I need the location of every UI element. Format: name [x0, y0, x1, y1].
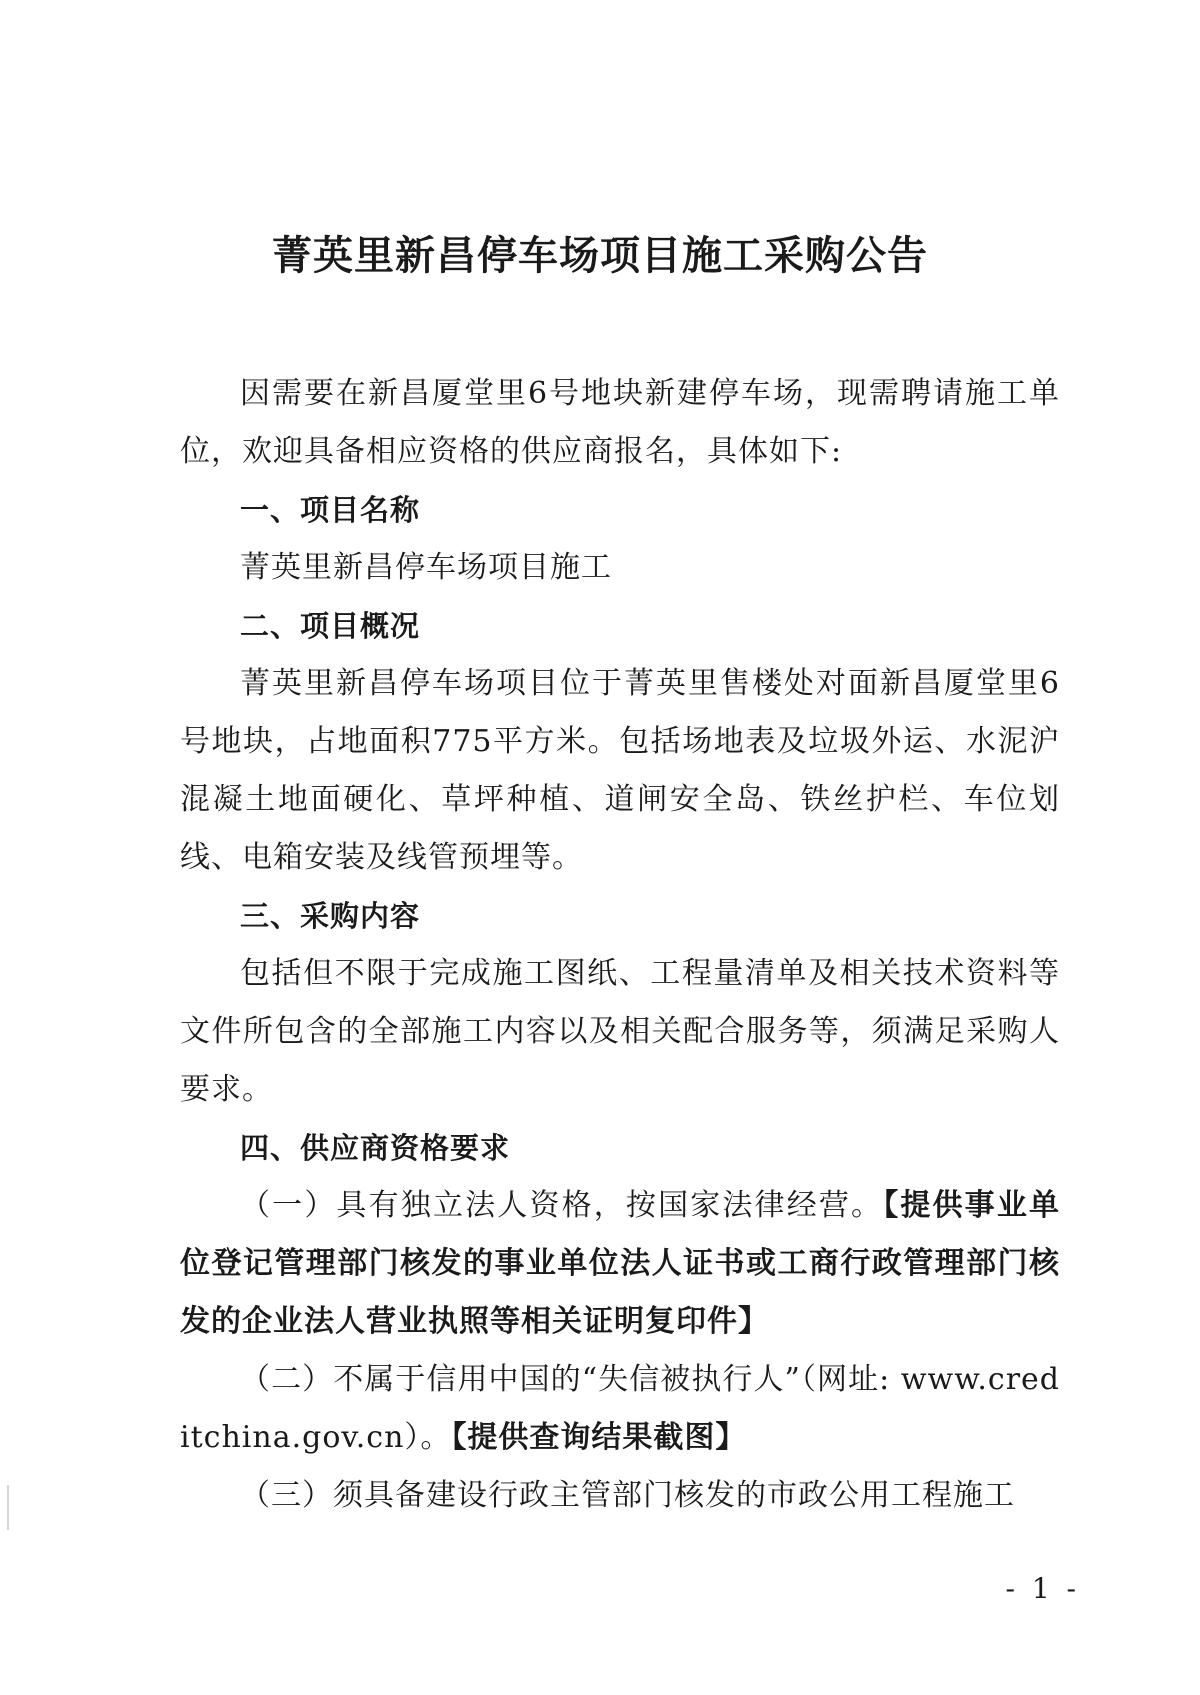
section-body-1: 菁英里新昌停车场项目施工 [240, 550, 612, 585]
section-heading-1: 一、项目名称 [240, 493, 421, 527]
requirement-item-1 [180, 1177, 1060, 1351]
page-number: - 1 - [1005, 1572, 1080, 1605]
requirement-text-1: （一）具有独立法人资格，按国家法律经营。 [240, 1188, 884, 1223]
section-heading-3: 三、采购内容 [240, 899, 421, 933]
requirement-item-3: （三）须具备建设行政主管部门核发的市政公用工程施工 [240, 1478, 1015, 1513]
scan-edge-mark [7, 1485, 9, 1530]
document-title: 菁英里新昌停车场项目施工采购公告 [272, 232, 928, 279]
requirement-note-1: 【提供事业单位登记管理部门核发的事业单位法人证书或工商行政管理部门核发的企业法人营业执照等相关证明复印件】 [180, 1188, 1061, 1339]
section-body-3: 包括但不限于完成施工图纸、工程量清单及相关技术资料等文件所包含的全部施工内容以及相关配合服务等，须满足采购人要求。 [180, 956, 1060, 1107]
intro-paragraph: 因需要在新昌厦堂里6号地块新建停车场，现需聘请施工单位，欢迎具备相应资格的供应商报名，具体如下: [180, 376, 1060, 469]
section-body-2: 菁英里新昌停车场项目位于菁英里售楼处对面新昌厦堂里6号地块，占地面积775平方米。包括场地表及垃圾外运、水泥沪混凝土地面硬化、草坪种植、道闸安全岛、铁丝护栏、车位划线、电箱安装及线管预埋等。 [180, 666, 1060, 875]
requirement-text-2: （二）不属于信用中国的“失信被执行人”（网址: www.creditchina.gov.cn）。 [180, 1362, 1060, 1455]
section-heading-4: 四、供应商资格要求 [240, 1131, 511, 1165]
section-heading-2: 二、项目概况 [240, 609, 421, 643]
requirement-note-2: 【提供查询结果截图】 [451, 1420, 747, 1455]
requirement-item-2 [180, 1351, 1060, 1467]
document-body [180, 365, 1060, 1525]
